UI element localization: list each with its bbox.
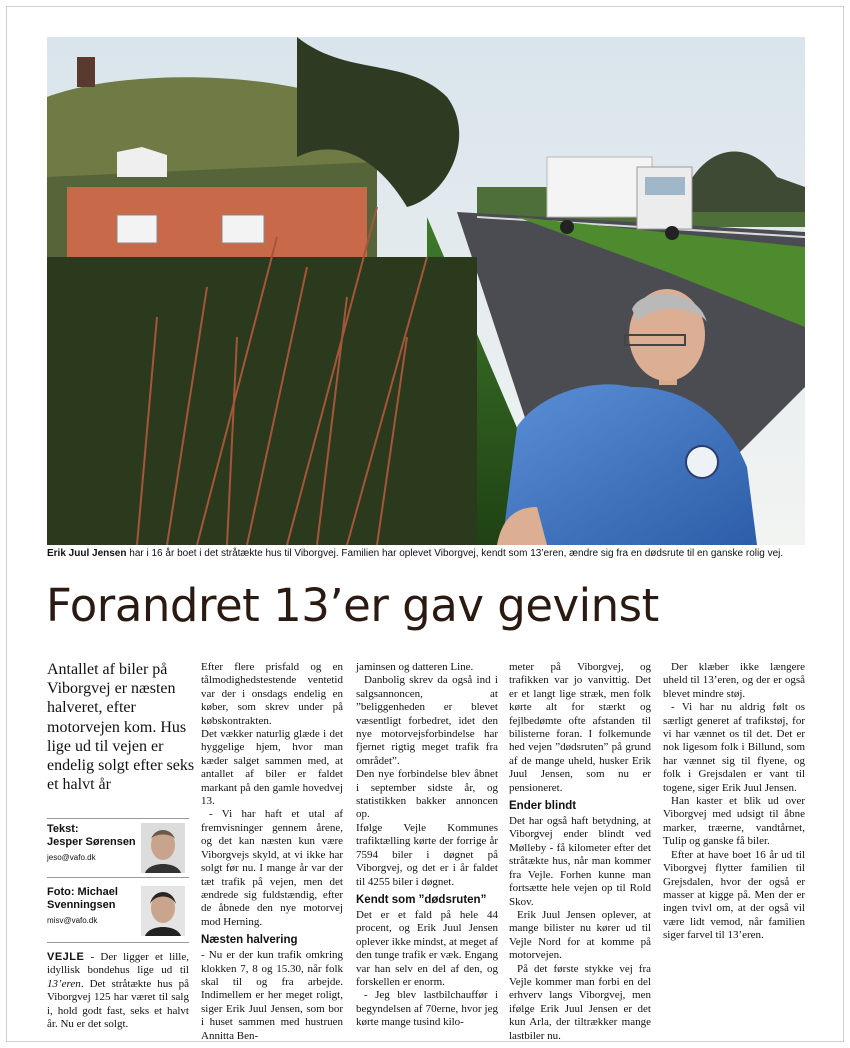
headline: Forandret 13’er gav gevinst xyxy=(46,579,659,632)
paragraph: Erik Juul Jensen oplever, at mange bilister nu kører ud til Vejle Nord for at komme på motorvejen. xyxy=(509,908,651,962)
body-italic: 13’eren xyxy=(47,977,81,990)
lead-paragraph: Antallet af biler på Viborgvej er næsten halveret, efter motorvejen kom. Hus lige ud til vejen er endelig solgt efter seks et halvt år xyxy=(47,661,195,794)
paragraph: Den nye forbindelse blev åbnet i september sidste år, og statistikken bakker annoncen op. xyxy=(356,768,498,821)
photographer-portrait xyxy=(141,886,185,936)
subheading: Kendt som ”dødsruten” xyxy=(356,893,487,906)
paragraph: jaminsen og datteren Line. xyxy=(356,661,474,673)
paragraph: Ifølge Vejle Kommunes trafiktælling kørte der forrige år 7594 biler i døgnet på Viborgvej, og det er i år faldet til 4255 biler i døgnet. xyxy=(356,821,498,888)
subheading: Næsten halvering xyxy=(201,934,298,947)
paragraph: - Vi har nu aldrig følt os særligt generet af trafikstøj, for vi har vænnet os til det. Det er nok ligesom folk i Billund, som har vænnet sig til flyene, og folk i Grejsdalen er vant til togene, siger Erik Juul Jensen. xyxy=(663,701,805,794)
paragraph: - Vi har haft et utal af fremvisninger gennem årene, og det kan næsten kun være Viborgvejs skyld, at vi ikke har solgt før nu. I mange år var der tæt trafik på vejen, men det ændrede sig fuldstændig, efter de åbnede den nye motorvej mod Herning. xyxy=(201,808,343,928)
paragraph: Efter flere prisfald og en tålmodighedstestende ventetid var der i onsdags endelig en køber, som skrev under på købskontrakten. xyxy=(201,661,343,727)
body-column-1 xyxy=(47,951,189,1031)
body-column-4 xyxy=(509,661,651,1043)
paragraph: meter på Viborgvej, og trafikken var jo vanvittig. Det er et langt lige stræk, men folk kørte alt for stærkt og fejlbedømte ofte afstanden til bilisterne foran. I folkemunde hed vejen ”dødsruten” på grund af de mange uheld, husker Erik Juul Jensen, som nu er pensioneret. xyxy=(509,661,651,794)
credit-role: Foto: Michael xyxy=(47,886,118,898)
photo-caption xyxy=(47,547,807,560)
credit-email: jeso@vafo.dk xyxy=(47,853,96,862)
photo-illustration xyxy=(47,37,805,545)
body-column-3 xyxy=(356,661,498,1030)
paragraph: Det vækker naturlig glæde i det hyggelige hjem, hvor man kæder salget sammen med, at antallet af biler er faldet markant på den gamle hovedvej 13. xyxy=(201,728,343,808)
paragraph: - Nu er der kun trafik omkring klokken 7, 8 og 15.30, når folk skal til og fra arbejde. Indimellem er her meget roligt, siger Erik Juul Jensen, som bor i huset sammen med hustruen Annitta Ben- xyxy=(201,949,343,1042)
article-photo xyxy=(47,37,805,545)
paragraph: Danbolig skrev da også ind i salgsannoncen, at ”beliggenheden er blevet væsentligt forbedret, idet den nye motorvejsforbindelse har fjernet rigtig meget trafik fra området”. xyxy=(356,674,498,767)
subheading: Ender blindt xyxy=(509,800,577,813)
credit-photo xyxy=(47,886,189,938)
paragraph: Det er et fald på hele 44 procent, og Erik Juul Jensen oplever ikke mindst, at meget af den tunge trafik er væk. Engang var han selv en del af den, og forskellen er enorm. xyxy=(356,908,498,988)
dateline: VEJLE xyxy=(47,951,85,963)
credit-role: Tekst: xyxy=(47,823,79,835)
paragraph: Efter at have boet 16 år ud til Viborgvej flytter familien til Grejsdalen, hvor der også er masser at kigge på. Men der er ingen tvivl om, at der også vil være lidt vemod, når familien siger farvel til 13’eren. xyxy=(663,848,805,942)
journalist-portrait xyxy=(141,823,185,873)
caption-name: Erik Juul Jensen xyxy=(47,548,127,559)
body-text: . Det stråtækte hus på Viborgvej 125 har været til salg i, hold godt fast, seks et halvt år. Nu er det solgt. xyxy=(47,977,189,1031)
caption-text: har i 16 år boet i det stråtækte hus til Viborgvej. Familien har oplevet Viborgvej, kendt som 13’eren, ændre sig fra en dødsrute til en ganske rolig vej. xyxy=(126,548,784,559)
credit-name: Jesper Sørensen xyxy=(47,836,136,848)
body-column-5 xyxy=(663,661,805,943)
credit-divider xyxy=(47,818,189,819)
body-text: - Der ligger et lille, idyllisk bondehus lige ud til xyxy=(47,951,189,977)
credit-divider xyxy=(47,877,189,878)
paragraph: Der klæber ikke længere uheld til 13’eren, og der er også blevet mindre støj. xyxy=(663,661,805,700)
credit-email: misv@vafo.dk xyxy=(47,916,98,925)
paragraph: Det har også haft betydning, at Viborgvej ender blindt ved Mølleby - få kilometer efter det stråtækte hus, når man kommer fra Vejle. Forhen kunne man fortsætte hele vejen op til Rold Skov. xyxy=(509,815,651,908)
paragraph: På det første stykke vej fra Vejle kommer man forbi en del erhverv langs Viborgvej, men ifølge Erik Juul Jensen er det kun Arla, der tiltrækker mange lastbiler nu. xyxy=(509,962,651,1042)
credit-name: Svenningsen xyxy=(47,899,116,911)
paragraph: Han kaster et blik ud over Viborgvej med udsigt til åbne marker, træerne, vandtårnet, Tulip og ganske få biler. xyxy=(663,795,805,848)
paragraph: - Jeg blev lastbilchauffør i begyndelsen af 70erne, hvor jeg kørte mange tusind kilo- xyxy=(356,989,498,1029)
body-column-2 xyxy=(201,661,343,1043)
credit-text xyxy=(47,823,189,875)
credit-divider xyxy=(47,942,189,943)
